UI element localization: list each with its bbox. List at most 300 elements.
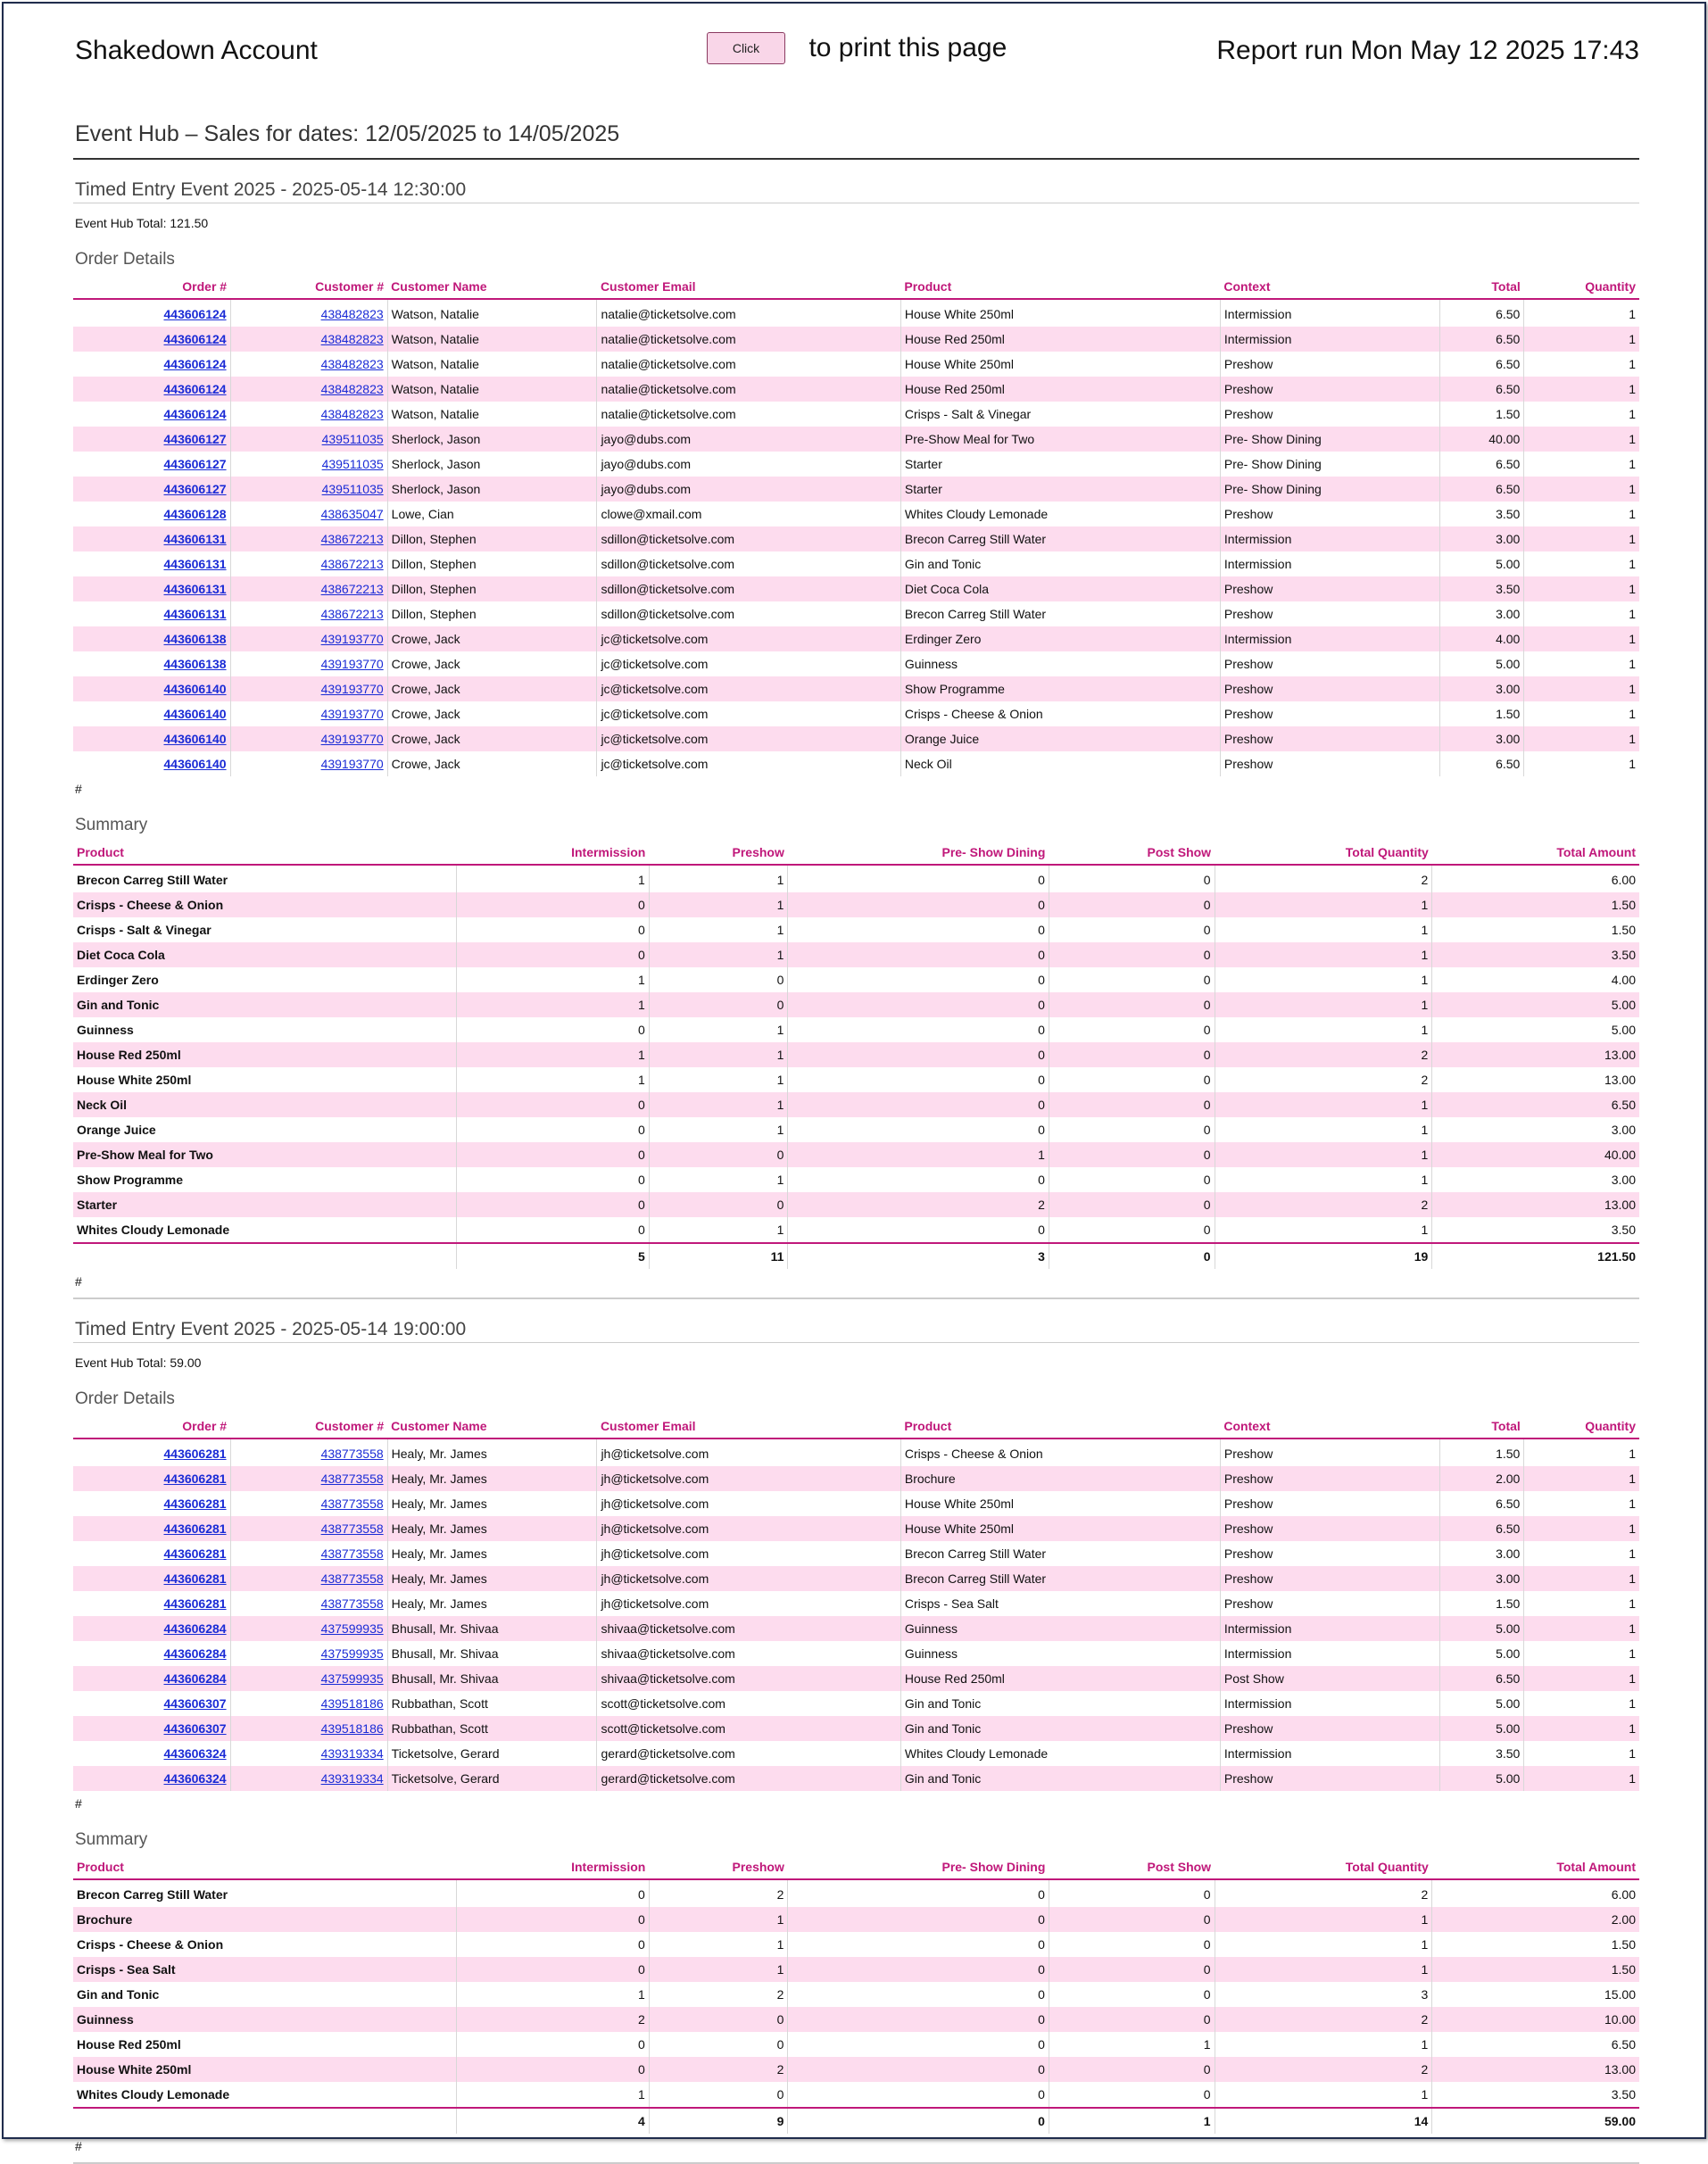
summary-value-cell: 1 <box>456 1982 649 2007</box>
summary-value-cell: 0 <box>456 917 649 942</box>
order-row <box>73 1641 1639 1666</box>
summary-row <box>73 1907 1639 1932</box>
summary-value-cell: 1 <box>1215 1217 1432 1243</box>
customer-name-cell: Watson, Natalie <box>387 402 597 427</box>
order-column-header[interactable]: Customer Email <box>597 1414 900 1439</box>
order-row <box>73 551 1639 576</box>
summary-value-cell: 1 <box>1215 1142 1432 1167</box>
context-cell: Preshow <box>1220 701 1440 726</box>
order-number-cell <box>73 1716 230 1741</box>
order-row <box>73 1691 1639 1716</box>
summary-row <box>73 1982 1639 2007</box>
summary-value-cell: 0 <box>1049 992 1215 1017</box>
summary-product-cell: House Red 250ml <box>73 1042 456 1067</box>
customer-number-cell <box>230 452 387 477</box>
summary-value-cell: 1 <box>649 1042 788 1067</box>
customer-email-cell: gerard@ticketsolve.com <box>597 1741 900 1766</box>
quantity-cell: 1 <box>1524 1766 1639 1791</box>
customer-name-cell: Dillon, Stephen <box>387 551 597 576</box>
customer-number-link[interactable]: 439511035 <box>321 432 384 446</box>
summary-value-cell: 0 <box>1049 1192 1215 1217</box>
order-number-cell <box>73 1516 230 1541</box>
customer-number-link[interactable]: 439511035 <box>321 482 384 496</box>
summary-value-cell: 1 <box>1215 2032 1432 2057</box>
order-number-link[interactable]: 443606131 <box>163 532 227 546</box>
order-number-link[interactable]: 443606281 <box>163 1521 227 1536</box>
summary-column-header[interactable]: Total Amount <box>1432 1855 1639 1879</box>
order-number-cell <box>73 701 230 726</box>
product-cell: House Red 250ml <box>900 377 1220 402</box>
summary-column-header[interactable]: Intermission <box>456 1855 649 1879</box>
summary-value-cell: 0 <box>1049 892 1215 917</box>
context-cell: Preshow <box>1220 1716 1440 1741</box>
context-cell: Preshow <box>1220 502 1440 526</box>
customer-email-cell: jh@ticketsolve.com <box>597 1566 900 1591</box>
summary-column-header[interactable]: Post Show <box>1049 1855 1215 1879</box>
product-cell: Crisps - Cheese & Onion <box>900 1439 1220 1466</box>
customer-number-link[interactable]: 438773558 <box>320 1472 384 1486</box>
customer-number-link[interactable]: 438482823 <box>320 307 384 321</box>
summary-product-cell: Orange Juice <box>73 1117 456 1142</box>
quantity-cell: 1 <box>1524 1516 1639 1541</box>
order-number-link[interactable]: 443606281 <box>163 1546 227 1561</box>
quantity-cell: 1 <box>1629 557 1636 571</box>
quantity-cell: 1 <box>1524 477 1639 502</box>
customer-number-link[interactable]: 438672213 <box>320 607 384 621</box>
customer-number-link[interactable]: 438672213 <box>320 557 384 571</box>
summary-total-cell: 59.00 <box>1432 2108 1639 2134</box>
customer-email-cell: sdillon@ticketsolve.com <box>597 526 900 551</box>
summary-value-cell: 1.50 <box>1611 1937 1636 1952</box>
order-number-link[interactable]: 443606140 <box>163 732 227 746</box>
summary-column-header[interactable]: Total Quantity <box>1215 1855 1432 1879</box>
order-column-header[interactable]: Context <box>1220 275 1440 299</box>
summary-column-header[interactable]: Pre- Show Dining <box>788 1855 1049 1879</box>
order-number-link[interactable]: 443606324 <box>163 1746 227 1761</box>
summary-value-cell: 0 <box>788 2057 1049 2082</box>
summary-value-cell: 1 <box>649 1932 788 1957</box>
product-cell: House White 250ml <box>900 352 1220 377</box>
summary-total-cell: 1 <box>1049 2108 1215 2134</box>
summary-value-cell: 1 <box>456 1067 649 1092</box>
summary-row <box>73 2007 1639 2032</box>
summary-value-cell: 0 <box>788 1907 1049 1932</box>
order-number-link[interactable]: 443606127 <box>163 457 227 471</box>
order-number-cell <box>73 1641 230 1666</box>
summary-row <box>73 942 1639 967</box>
summary-value-cell: 1.50 <box>1611 923 1636 937</box>
order-number-link[interactable]: 443606140 <box>163 682 227 696</box>
customer-number-link[interactable]: 439518186 <box>320 1721 384 1736</box>
customer-email-cell: jayo@dubs.com <box>597 477 900 502</box>
order-number-cell <box>73 1616 230 1641</box>
summary-value-cell: 0 <box>1049 1957 1215 1982</box>
summary-value-cell: 1 <box>456 992 649 1017</box>
customer-email-cell: jayo@dubs.com <box>597 427 900 452</box>
summary-total-cell: 19 <box>1215 1243 1432 1269</box>
summary-value-cell: 0 <box>788 1982 1049 2007</box>
order-number-link[interactable]: 443606124 <box>163 357 227 371</box>
total-cell: 5.00 <box>1440 651 1524 676</box>
summary-value-cell: 40.00 <box>1432 1142 1639 1167</box>
customer-number-link[interactable]: 438773558 <box>320 1447 384 1461</box>
summary-value-cell: 0 <box>788 1117 1049 1142</box>
order-row <box>73 1716 1639 1741</box>
order-column-header[interactable]: Quantity <box>1524 275 1639 299</box>
context-cell: Preshow <box>1220 1439 1440 1466</box>
summary-total-cell: 5 <box>456 1243 649 1269</box>
customer-email-cell: scott@ticketsolve.com <box>597 1691 900 1716</box>
summary-value-cell: 0 <box>649 967 788 992</box>
summary-value-cell: 0 <box>788 967 1049 992</box>
order-column-header[interactable]: Customer Name <box>387 275 597 299</box>
summary-value-cell: 6.00 <box>1611 1887 1636 1902</box>
customer-name-cell: Watson, Natalie <box>387 327 597 352</box>
order-row <box>73 1466 1639 1491</box>
customer-email-cell: sdillon@ticketsolve.com <box>597 601 900 626</box>
summary-value-cell: 2 <box>1215 1067 1432 1092</box>
order-row <box>73 1741 1639 1766</box>
summary-column-header[interactable]: Product <box>73 1855 456 1879</box>
customer-number-link[interactable]: 438773558 <box>320 1497 384 1511</box>
order-number-cell <box>73 502 230 526</box>
summary-value-cell: 0 <box>456 2057 649 2082</box>
customer-number-link[interactable]: 439193770 <box>320 657 384 671</box>
customer-number-cell <box>230 676 387 701</box>
summary-value-cell: 0 <box>1049 2007 1215 2032</box>
order-column-header[interactable]: Customer # <box>230 1414 387 1439</box>
summary-value-cell: 3.00 <box>1611 1123 1636 1137</box>
summary-column-header[interactable]: Product <box>73 841 456 865</box>
customer-number-link[interactable]: 438672213 <box>320 532 384 546</box>
customer-name-cell: Healy, Mr. James <box>387 1466 597 1491</box>
customer-number-link[interactable]: 439193770 <box>320 757 384 771</box>
customer-email-cell: natalie@ticketsolve.com <box>597 299 900 327</box>
summary-value-cell: 0 <box>456 1092 649 1117</box>
order-number-link[interactable]: 443606324 <box>163 1771 227 1786</box>
order-column-header[interactable]: Order # <box>73 275 230 299</box>
order-number-link[interactable]: 443606307 <box>163 1696 227 1711</box>
customer-number-link[interactable]: 439319334 <box>320 1746 384 1761</box>
order-column-header[interactable]: Total <box>1440 275 1524 299</box>
customer-email-cell: jc@ticketsolve.com <box>597 751 900 776</box>
summary-table <box>73 1855 1639 2134</box>
customer-number-link[interactable]: 439193770 <box>320 707 384 721</box>
order-number-link[interactable]: 443606124 <box>163 307 227 321</box>
context-cell: Preshow <box>1220 352 1440 377</box>
context-cell: Preshow <box>1220 1766 1440 1791</box>
event-section <box>73 178 1639 1299</box>
context-cell: Intermission <box>1220 299 1440 327</box>
order-number-link[interactable]: 443606131 <box>163 607 227 621</box>
quantity-cell: 1 <box>1524 327 1639 352</box>
product-cell: Brochure <box>900 1466 1220 1491</box>
product-cell: Show Programme <box>900 676 1220 701</box>
total-cell: 6.50 <box>1440 299 1524 327</box>
customer-number-link[interactable]: 439193770 <box>320 632 384 646</box>
order-number-link[interactable]: 443606124 <box>163 382 227 396</box>
customer-number-link[interactable]: 438482823 <box>320 407 384 421</box>
order-number-link[interactable]: 443606284 <box>163 1671 227 1686</box>
customer-name-cell: Bhusall, Mr. Shivaa <box>387 1641 597 1666</box>
summary-product-cell: Guinness <box>73 2007 456 2032</box>
customer-number-cell <box>230 1666 387 1691</box>
order-number-link[interactable]: 443606124 <box>163 407 227 421</box>
summary-title: Summary <box>75 816 148 834</box>
customer-email-cell: jayo@dubs.com <box>597 452 900 477</box>
quantity-cell: 1 <box>1629 1447 1636 1461</box>
customer-number-link[interactable]: 438635047 <box>320 507 384 521</box>
customer-number-cell <box>230 1641 387 1666</box>
product-cell: Erdinger Zero <box>900 626 1220 651</box>
summary-product-cell: Erdinger Zero <box>73 967 456 992</box>
summary-value-cell: 1 <box>788 1142 1049 1167</box>
customer-email-cell: jh@ticketsolve.com <box>597 1516 900 1541</box>
quantity-cell: 1 <box>1629 1646 1636 1661</box>
summary-product-cell: Show Programme <box>73 1167 456 1192</box>
context-cell: Preshow <box>1220 726 1440 751</box>
order-number-cell <box>73 626 230 651</box>
summary-product-cell: Crisps - Sea Salt <box>73 1957 456 1982</box>
customer-number-link[interactable]: 438773558 <box>320 1546 384 1561</box>
product-cell: Gin and Tonic <box>900 1691 1220 1716</box>
summary-value-cell: 2.00 <box>1432 1907 1639 1932</box>
customer-number-link[interactable]: 438482823 <box>320 357 384 371</box>
customer-number-link[interactable]: 437599935 <box>320 1646 384 1661</box>
summary-row <box>73 1067 1639 1092</box>
quantity-cell: 1 <box>1524 1716 1639 1741</box>
order-column-header[interactable]: Product <box>900 1414 1220 1439</box>
total-cell: 3.00 <box>1440 526 1524 551</box>
order-number-link[interactable]: 443606138 <box>163 657 227 671</box>
order-number-cell <box>73 377 230 402</box>
order-number-link[interactable]: 443606128 <box>163 507 227 521</box>
order-number-link[interactable]: 443606307 <box>163 1721 227 1736</box>
order-number-link[interactable]: 443606284 <box>163 1646 227 1661</box>
order-column-header[interactable]: Customer Email <box>597 275 900 299</box>
summary-column-header[interactable]: Total Amount <box>1432 841 1639 865</box>
total-cell: 6.50 <box>1440 377 1524 402</box>
summary-value-cell: 1 <box>1215 2082 1432 2108</box>
order-number-link[interactable]: 443606281 <box>163 1596 227 1611</box>
summary-total-cell: 9 <box>649 2108 788 2134</box>
order-number-link[interactable]: 443606127 <box>163 432 227 446</box>
customer-number-link[interactable]: 439518186 <box>320 1696 384 1711</box>
customer-name-cell: Healy, Mr. James <box>387 1439 597 1466</box>
summary-value-cell: 0 <box>1049 1017 1215 1042</box>
order-column-header[interactable]: Customer # <box>230 275 387 299</box>
customer-name-cell: Dillon, Stephen <box>387 526 597 551</box>
order-column-header[interactable]: Customer Name <box>387 1414 597 1439</box>
total-cell: 5.00 <box>1440 1691 1524 1716</box>
order-number-link[interactable]: 443606131 <box>163 557 227 571</box>
total-cell: 6.50 <box>1440 1516 1524 1541</box>
order-number-link[interactable]: 443606281 <box>163 1571 227 1586</box>
customer-number-link[interactable]: 438482823 <box>320 382 384 396</box>
context-cell: Preshow <box>1220 601 1440 626</box>
summary-header-row <box>73 1855 1639 1879</box>
quantity-cell: 1 <box>1524 1616 1639 1641</box>
order-column-header[interactable]: Product <box>900 275 1220 299</box>
summary-value-cell: 10.00 <box>1432 2007 1639 2032</box>
summary-row <box>73 892 1639 917</box>
total-cell: 1.50 <box>1440 402 1524 427</box>
context-cell: Preshow <box>1220 651 1440 676</box>
account-name: Shakedown Account <box>75 36 318 65</box>
product-cell: Orange Juice <box>900 726 1220 751</box>
quantity-cell: 1 <box>1629 707 1636 721</box>
customer-email-cell: jc@ticketsolve.com <box>597 701 900 726</box>
order-column-header[interactable]: Total <box>1440 1414 1524 1439</box>
order-number-cell <box>73 751 230 776</box>
report-frame <box>2 2 1706 2153</box>
summary-value-cell: 1 <box>456 1042 649 1067</box>
summary-header-row <box>73 841 1639 865</box>
summary-row <box>73 2082 1639 2108</box>
summary-value-cell: 0 <box>1049 1879 1215 1907</box>
summary-total-cell <box>73 1243 456 1269</box>
summary-total-cell <box>73 2108 456 2134</box>
summary-column-header[interactable]: Intermission <box>456 841 649 865</box>
order-row <box>73 1541 1639 1566</box>
context-cell: Intermission <box>1220 526 1440 551</box>
customer-number-link[interactable]: 438773558 <box>320 1596 384 1611</box>
print-instruction: to print this page <box>808 33 1007 62</box>
order-number-cell <box>73 1439 230 1466</box>
order-number-link[interactable]: 443606131 <box>163 582 227 596</box>
context-cell: Preshow <box>1220 1516 1440 1541</box>
order-row <box>73 1491 1639 1516</box>
summary-totals-row <box>73 1243 1639 1269</box>
summary-column-header[interactable]: Preshow <box>649 1855 788 1879</box>
quantity-cell: 1 <box>1629 1746 1636 1761</box>
summary-value-cell: 6.00 <box>1611 873 1636 887</box>
report-content <box>73 30 1639 2164</box>
summary-value-cell: 0 <box>788 917 1049 942</box>
order-number-cell <box>73 1691 230 1716</box>
context-cell: Preshow <box>1220 402 1440 427</box>
customer-name-cell: Crowe, Jack <box>387 726 597 751</box>
order-number-link[interactable]: 443606281 <box>163 1447 227 1461</box>
customer-number-link[interactable]: 437599935 <box>320 1671 384 1686</box>
order-number-link[interactable]: 443606140 <box>163 707 227 721</box>
summary-value-cell: 0 <box>1049 1217 1215 1243</box>
customer-number-link[interactable]: 437599935 <box>320 1621 384 1636</box>
order-row <box>73 576 1639 601</box>
order-number-cell <box>73 477 230 502</box>
order-number-link[interactable]: 443606284 <box>163 1621 227 1636</box>
total-cell: 6.50 <box>1440 327 1524 352</box>
context-cell: Pre- Show Dining <box>1220 427 1440 452</box>
customer-number-link[interactable]: 439511035 <box>321 457 384 471</box>
order-number-link[interactable]: 443606127 <box>163 482 227 496</box>
order-number-cell <box>73 1566 230 1591</box>
customer-number-link[interactable]: 439319334 <box>320 1771 384 1786</box>
summary-value-cell: 2 <box>456 2007 649 2032</box>
summary-value-cell: 1 <box>1215 892 1432 917</box>
total-cell: 3.50 <box>1440 576 1524 601</box>
context-cell: Intermission <box>1220 1691 1440 1716</box>
summary-value-cell: 3.50 <box>1611 2087 1636 2102</box>
order-number-link[interactable]: 443606124 <box>163 332 227 346</box>
customer-number-link[interactable]: 439193770 <box>320 682 384 696</box>
customer-email-cell: jc@ticketsolve.com <box>597 676 900 701</box>
order-row <box>73 1666 1639 1691</box>
product-cell: Crisps - Sea Salt <box>900 1591 1220 1616</box>
order-number-cell <box>73 526 230 551</box>
summary-value-cell: 1 <box>1215 942 1432 967</box>
product-cell: House Red 250ml <box>900 1666 1220 1691</box>
customer-number-cell <box>230 377 387 402</box>
summary-column-header[interactable]: Post Show <box>1049 841 1215 865</box>
context-cell: Preshow <box>1220 1541 1440 1566</box>
total-cell: 6.50 <box>1440 352 1524 377</box>
order-column-header[interactable]: Order # <box>73 1414 230 1439</box>
customer-number-cell <box>230 1516 387 1541</box>
summary-value-cell: 0 <box>1049 2082 1215 2108</box>
order-number-link[interactable]: 443606140 <box>163 757 227 771</box>
order-row <box>73 1566 1639 1591</box>
customer-number-link[interactable]: 438672213 <box>320 582 384 596</box>
summary-product-cell: House White 250ml <box>73 2057 456 2082</box>
order-header-row <box>73 275 1639 299</box>
summary-product-cell: Whites Cloudy Lemonade <box>73 2082 456 2108</box>
order-number-link[interactable]: 443606281 <box>163 1472 227 1486</box>
order-row <box>73 352 1639 377</box>
summary-value-cell: 0 <box>1049 1092 1215 1117</box>
order-row <box>73 701 1639 726</box>
customer-email-cell: natalie@ticketsolve.com <box>597 327 900 352</box>
summary-value-cell: 1 <box>1215 1117 1432 1142</box>
summary-row <box>73 2032 1639 2057</box>
customer-number-link[interactable]: 439193770 <box>320 732 384 746</box>
summary-value-cell: 0 <box>788 1067 1049 1092</box>
customer-email-cell: jc@ticketsolve.com <box>597 626 900 651</box>
event-title: Timed Entry Event 2025 - 2025-05-14 12:30:00 <box>73 178 1639 203</box>
order-number-link[interactable]: 443606138 <box>163 632 227 646</box>
print-button[interactable]: Click <box>707 32 785 64</box>
total-cell: 1.50 <box>1440 1439 1524 1466</box>
customer-name-cell: Sherlock, Jason <box>387 452 597 477</box>
product-cell: Crisps - Cheese & Onion <box>900 701 1220 726</box>
customer-number-cell <box>230 576 387 601</box>
customer-number-link[interactable]: 438773558 <box>320 1571 384 1586</box>
summary-value-cell: 1 <box>649 1217 788 1243</box>
summary-value-cell: 0 <box>649 2082 788 2108</box>
order-column-header[interactable]: Context <box>1220 1414 1440 1439</box>
quantity-cell: 1 <box>1524 676 1639 701</box>
customer-number-link[interactable]: 438773558 <box>320 1521 384 1536</box>
summary-column-header[interactable]: Preshow <box>649 841 788 865</box>
print-control <box>707 32 1007 64</box>
summary-column-header[interactable]: Pre- Show Dining <box>788 841 1049 865</box>
order-column-header[interactable]: Quantity <box>1524 1414 1639 1439</box>
summary-value-cell: 6.50 <box>1432 1092 1639 1117</box>
product-cell: House White 250ml <box>900 1491 1220 1516</box>
summary-total-cell: 0 <box>1049 1243 1215 1269</box>
order-row <box>73 402 1639 427</box>
order-number-cell <box>73 1491 230 1516</box>
product-cell: Brecon Carreg Still Water <box>900 1566 1220 1591</box>
order-number-link[interactable]: 443606281 <box>163 1497 227 1511</box>
context-cell: Intermission <box>1220 327 1440 352</box>
summary-value-cell: 1.50 <box>1432 892 1639 917</box>
summary-column-header[interactable]: Total Quantity <box>1215 841 1432 865</box>
summary-value-cell: 13.00 <box>1432 2057 1639 2082</box>
quantity-cell: 1 <box>1629 607 1636 621</box>
customer-number-cell <box>230 1591 387 1616</box>
customer-number-link[interactable]: 438482823 <box>320 332 384 346</box>
